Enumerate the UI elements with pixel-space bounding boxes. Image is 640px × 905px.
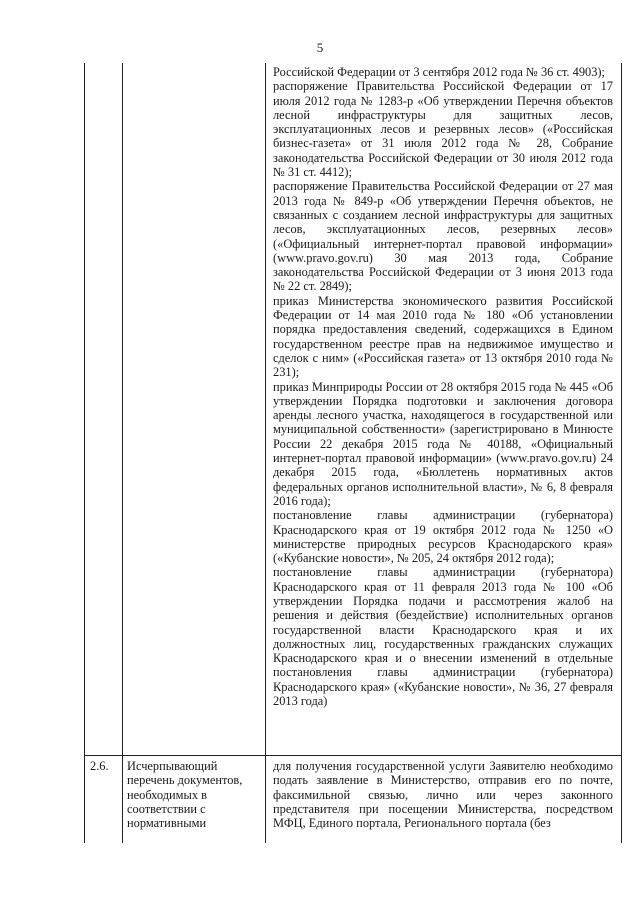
row-content: для получения государственной услуги Заявителю необходимо подать заявление в Министерство, отправив его по почте, факсимильной связью, лично или через законного представителя при посещении Министерства, посредством МФЦ, Единого портала, Регионального портала (без: [273, 759, 613, 831]
legal-act-item: распоряжение Правительства Российской Федерации от 17 июля 2012 года № 1283-р «Об утверждении Перечня объектов лесной инфраструктуры для защитных лесов, эксплуатационных лесов и резервных лесов» («Российская бизнес-газета» от 31 июля 2012 года № 28, Собрание законодательства Российской Федерации от 30 июля 2012 года № 31 ст. 4412);: [273, 79, 613, 180]
legal-act-item: приказ Министерства экономического развития Российской Федерации от 14 мая 2010 года № 180 «Об установлении порядка предоставления сведений, содержащихся в Едином государственном реестре прав на недвижимое имущество и сделок с ним» («Российская газета» от 13 октября 2010 года № 231);: [273, 293, 613, 380]
legal-act-item: постановление главы администрации (губернатора) Краснодарского края от 19 октября 2012 года № 1250 «О министерстве природных ресурсов Краснодарского края» («Кубанские новости», № 205, 24 октября 2012 года);: [273, 508, 613, 566]
legal-act-item: распоряжение Правительства Российской Федерации от 27 мая 2013 года № 849-р «Об утверждении Перечня объектов, не связанных с созданием лесной инфраструктуры для защитных лесов, эксплуатационных лесов, резервных лесов» («Официальный интернет-портал правовой информации» (www.pravo.gov.ru) 30 мая 2013 года, Собрание законодательства Российской Федерации от 3 июня 2013 года № 22 ст. 2849);: [273, 179, 613, 294]
legal-act-item: Российской Федерации от 3 сентября 2012 года № 36 ст. 4903);: [273, 65, 605, 79]
legal-act-item: приказ Минприроды России от 28 октября 2015 года № 445 «Об утверждении Порядка подготовки и заключения договора аренды лесного участка, находящегося в государственной или муниципальной собственности» (зарегистрировано в Минюсте России 22 декабря 2015 года № 40188, «Официальный интернет-портал правовой информации» (www.pravo.gov.ru) 24 декабря 2015 года, «Бюллетень нормативных актов федеральных органов исполнительной власти», № 6, 8 февраля 2016 года);: [273, 379, 613, 508]
page-number: 5: [316, 40, 324, 55]
regulation-table: [84, 63, 622, 843]
column-divider-title: [265, 63, 266, 843]
column-divider-number: [122, 63, 123, 843]
legal-act-item: постановление главы администрации (губернатора) Краснодарского края от 11 февраля 2013 года № 100 «Об утверждении Порядка подачи и рассмотрения жалоб на решения и действия (бездействие) исполнительных органов государственной власти Краснодарского края и их должностных лиц, государственных гражданских служащих Краснодарского края и о внесении изменений в отдельные постановления главы администрации (губернатора) Краснодарского края» («Кубанские новости», № 36, 27 февраля 2013 года): [273, 565, 613, 709]
row-number: 2.6.: [90, 759, 109, 773]
legal-basis-cell: [273, 65, 613, 753]
row-title: Исчерпывающий перечень документов, необходимых в соответствии с нормативными: [127, 759, 243, 831]
row-separator: [85, 755, 621, 756]
